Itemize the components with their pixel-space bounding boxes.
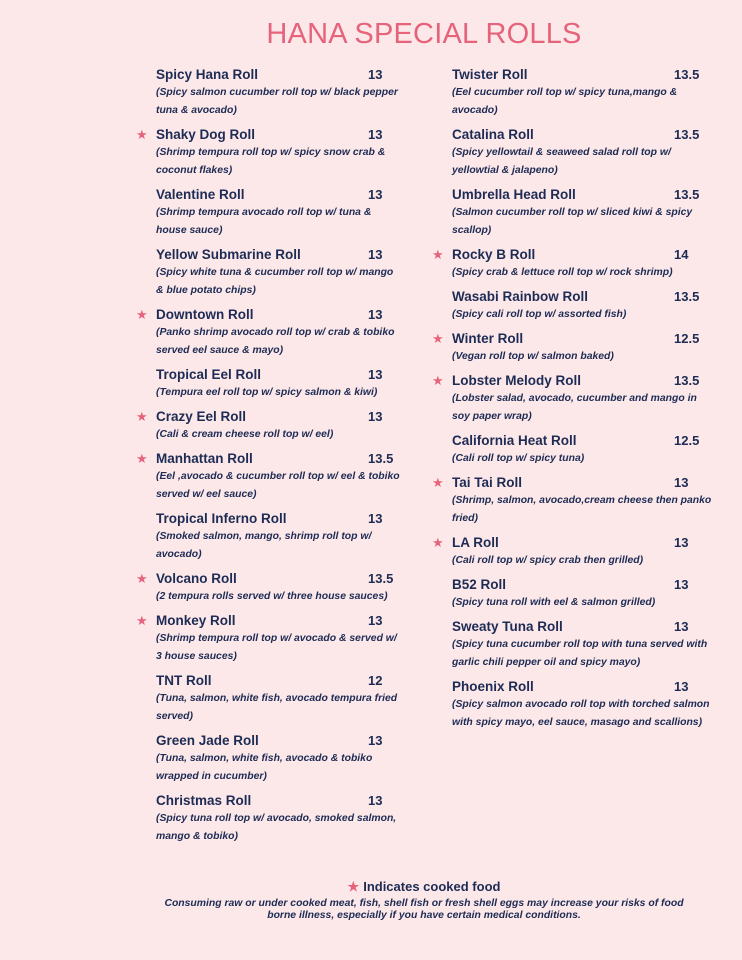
menu-item-header: [452, 534, 714, 552]
menu-item-price: 13: [368, 613, 383, 628]
menu-item: [432, 330, 714, 366]
menu-item-header: [452, 432, 714, 450]
menu-item: [136, 672, 400, 726]
menu-item-description: (Spicy white tuna & cucumber roll top w/ mango & blue potato chips): [156, 267, 394, 296]
menu-item: [136, 66, 400, 120]
menu-item-name: Christmas Roll: [156, 793, 252, 808]
menu-item-price: 13.5: [674, 127, 700, 142]
menu-item-name: Tropical Eel Roll: [156, 367, 262, 382]
menu-item: [136, 366, 400, 402]
menu-item: [136, 612, 400, 666]
menu-item-name: California Heat Roll: [452, 433, 577, 448]
menu-item-name: Green Jade Roll: [156, 733, 259, 748]
menu-item-description: (Salmon cucumber roll top w/ sliced kiwi & spicy scallop): [452, 207, 693, 236]
menu-item-name: Shaky Dog Roll: [156, 127, 256, 142]
menu-item-description: (Cali roll top w/ spicy tuna): [452, 453, 585, 464]
menu-item-name: Spicy Hana Roll: [156, 67, 259, 82]
menu-item-description: (Spicy tuna roll with eel & salmon grilled): [452, 597, 656, 608]
menu-item: [136, 792, 400, 846]
menu-item-description: (Shrimp, salmon, avocado,cream cheese then panko fried): [452, 495, 712, 524]
star-icon: ★: [432, 373, 444, 388]
menu-item-header: [156, 570, 400, 588]
menu-item-name: Tai Tai Roll: [452, 475, 523, 490]
menu-item-header: [452, 618, 714, 636]
menu-item-name: Downtown Roll: [156, 307, 254, 322]
menu-item-description: (Eel cucumber roll top w/ spicy tuna,mango & avocado): [452, 87, 678, 116]
menu-item-price: 12.5: [674, 331, 700, 346]
star-icon: ★: [136, 127, 148, 142]
menu-item-header: [452, 576, 714, 594]
menu-item-price: 13: [674, 577, 689, 592]
star-icon: ★: [347, 879, 360, 894]
menu-item-header: [452, 66, 714, 84]
menu-item-description: (Cali roll top w/ spicy crab then grilled): [452, 555, 644, 566]
menu-item-description: (Tuna, salmon, white fish, avocado tempura fried served): [156, 693, 398, 722]
menu-item: [432, 576, 714, 612]
menu-item-header: [156, 186, 400, 204]
menu-item-description: (Shrimp tempura roll top w/ spicy snow crab & coconut flakes): [156, 147, 386, 176]
menu-item-price: 13: [368, 511, 383, 526]
menu-item-price: 13.5: [674, 289, 700, 304]
menu-item-name: B52 Roll: [452, 577, 507, 592]
menu-item-description: (Spicy crab & lettuce roll top w/ rock shrimp): [452, 267, 673, 278]
menu-item: [432, 678, 714, 732]
menu-item: [136, 510, 400, 564]
menu-item-price: 13: [368, 187, 383, 202]
menu-item-description: (Spicy salmon avocado roll top with torched salmon with spicy mayo, eel sauce, masago and scallions): [452, 699, 710, 728]
menu-item-header: [156, 612, 400, 630]
menu-item-header: [452, 186, 714, 204]
menu-item-price: 13: [368, 793, 383, 808]
menu-item-name: Wasabi Rainbow Roll: [452, 289, 589, 304]
menu-item-header: [452, 126, 714, 144]
menu-item-header: [452, 330, 714, 348]
menu-item-price: 13: [368, 367, 383, 382]
star-icon: ★: [136, 613, 148, 628]
menu-item-description: (Tempura eel roll top w/ spicy salmon & kiwi): [156, 387, 378, 398]
menu-item: [432, 126, 714, 180]
menu-item-name: Rocky B Roll: [452, 247, 536, 262]
menu-item-header: [452, 678, 714, 696]
menu-item-name: TNT Roll: [156, 673, 212, 688]
legend-text: Indicates cooked food: [363, 879, 501, 894]
menu-item: [432, 372, 714, 426]
menu-item-name: Yellow Submarine Roll: [156, 247, 301, 262]
menu-item: [136, 450, 400, 504]
menu-item: [136, 246, 400, 300]
menu-item-header: [156, 510, 400, 528]
menu-item-description: (Panko shrimp avocado roll top w/ crab & tobiko served eel sauce & mayo): [156, 327, 395, 356]
star-icon: ★: [136, 571, 148, 586]
menu-item: [432, 618, 714, 672]
menu-item-name: Monkey Roll: [156, 613, 236, 628]
star-icon: ★: [432, 247, 444, 262]
menu-item-name: Lobster Melody Roll: [452, 373, 582, 388]
menu-item-name: Tropical Inferno Roll: [156, 511, 287, 526]
menu-item-header: [156, 246, 400, 264]
star-icon: ★: [136, 409, 148, 424]
menu-item-description: (Cali & cream cheese roll top w/ eel): [156, 429, 334, 440]
menu-item-name: Umbrella Head Roll: [452, 187, 576, 202]
menu-item: [432, 246, 714, 282]
menu-item-header: [452, 474, 714, 492]
cooked-legend: [150, 879, 698, 895]
menu-item-name: LA Roll: [452, 535, 499, 550]
menu-item: [432, 66, 714, 120]
menu-item-name: Phoenix Roll: [452, 679, 534, 694]
menu-item-header: [156, 126, 400, 144]
menu-item-price: 14: [674, 247, 689, 262]
menu-item-header: [156, 732, 400, 750]
star-icon: ★: [432, 331, 444, 346]
menu-item-description: (Spicy cali roll top w/ assorted fish): [452, 309, 627, 320]
menu-item-price: 13: [368, 247, 383, 262]
menu-item-description: (Eel ,avocado & cucumber roll top w/ eel & tobiko served w/ eel sauce): [156, 471, 400, 500]
menu-item-description: (2 tempura rolls served w/ three house sauces): [156, 591, 388, 602]
menu-item-description: (Vegan roll top w/ salmon baked): [452, 351, 614, 362]
menu-item: [136, 732, 400, 786]
menu-item: [432, 432, 714, 468]
health-warning: Consuming raw or under cooked meat, fish, shell fish or fresh shell eggs may increase your risks of food borne illness, especially if you have certain medical conditions.: [164, 898, 684, 921]
menu-item-name: Winter Roll: [452, 331, 524, 346]
menu-item-price: 13: [368, 127, 383, 142]
menu-item-description: (Shrimp tempura avocado roll top w/ tuna & house sauce): [156, 207, 372, 236]
star-icon: ★: [136, 307, 148, 322]
menu-item-header: [452, 372, 714, 390]
menu-item-price: 13.5: [674, 187, 700, 202]
menu-item-description: (Tuna, salmon, white fish, avocado & tobiko wrapped in cucumber): [156, 753, 373, 782]
menu-item-description: (Spicy yellowtail & seaweed salad roll top w/ yellowtial & jalapeno): [452, 147, 671, 176]
menu-item-header: [156, 408, 400, 426]
menu-item-name: Catalina Roll: [452, 127, 534, 142]
menu-item-price: 13: [674, 679, 689, 694]
menu-item-price: 13.5: [674, 67, 700, 82]
page-title: HANA SPECIAL ROLLS: [266, 18, 582, 50]
menu-item-price: 13.5: [368, 571, 394, 586]
menu-item-price: 13.5: [674, 373, 700, 388]
menu-item-header: [156, 366, 400, 384]
star-icon: ★: [432, 535, 444, 550]
menu-item-name: Volcano Roll: [156, 571, 237, 586]
menu-item-price: 13: [368, 733, 383, 748]
menu-item-name: Manhattan Roll: [156, 451, 253, 466]
menu-item-price: 12: [368, 673, 383, 688]
menu-item: [136, 408, 400, 444]
menu-item: [136, 570, 400, 606]
menu-item-price: 13.5: [368, 451, 394, 466]
menu-item-header: [156, 306, 400, 324]
menu-item-price: 13: [674, 619, 689, 634]
menu-item-header: [156, 672, 400, 690]
right-menu-column: [432, 66, 714, 732]
menu-item-name: Sweaty Tuna Roll: [452, 619, 563, 634]
menu-item: [432, 534, 714, 570]
menu-item-description: (Shrimp tempura roll top w/ avocado & served w/ 3 house sauces): [156, 633, 397, 662]
menu-item-price: 13: [368, 409, 383, 424]
star-icon: ★: [432, 475, 444, 490]
menu-item: [432, 186, 714, 240]
menu-item-price: 12.5: [674, 433, 700, 448]
menu-item-name: Valentine Roll: [156, 187, 245, 202]
menu-item-price: 13: [368, 67, 383, 82]
menu-item-description: (Lobster salad, avocado, cucumber and mango in soy paper wrap): [452, 393, 697, 422]
menu-item: [432, 288, 714, 324]
menu-item-price: 13: [368, 307, 383, 322]
menu-item: [136, 186, 400, 240]
menu-item: [136, 306, 400, 360]
menu-item-price: 13: [674, 475, 689, 490]
menu-item-header: [452, 246, 714, 264]
menu-item-header: [156, 450, 400, 468]
menu-item-header: [156, 792, 400, 810]
menu-item-price: 13: [674, 535, 689, 550]
left-menu-column: [136, 66, 400, 846]
menu-item-header: [156, 66, 400, 84]
menu-item-description: (Smoked salmon, mango, shrimp roll top w/ avocado): [156, 531, 372, 560]
menu-item-name: Crazy Eel Roll: [156, 409, 247, 424]
menu-item-name: Twister Roll: [452, 67, 528, 82]
menu-item-header: [452, 288, 714, 306]
star-icon: ★: [136, 451, 148, 466]
menu-item-description: (Spicy tuna roll top w/ avocado, smoked salmon, mango & tobiko): [156, 813, 397, 842]
menu-item: [136, 126, 400, 180]
menu-item-description: (Spicy salmon cucumber roll top w/ black pepper tuna & avocado): [156, 87, 398, 116]
menu-item: [432, 474, 714, 528]
menu-item-description: (Spicy tuna cucumber roll top with tuna served with garlic chili pepper oil and spicy mayo): [452, 639, 708, 668]
footer: [150, 879, 698, 922]
